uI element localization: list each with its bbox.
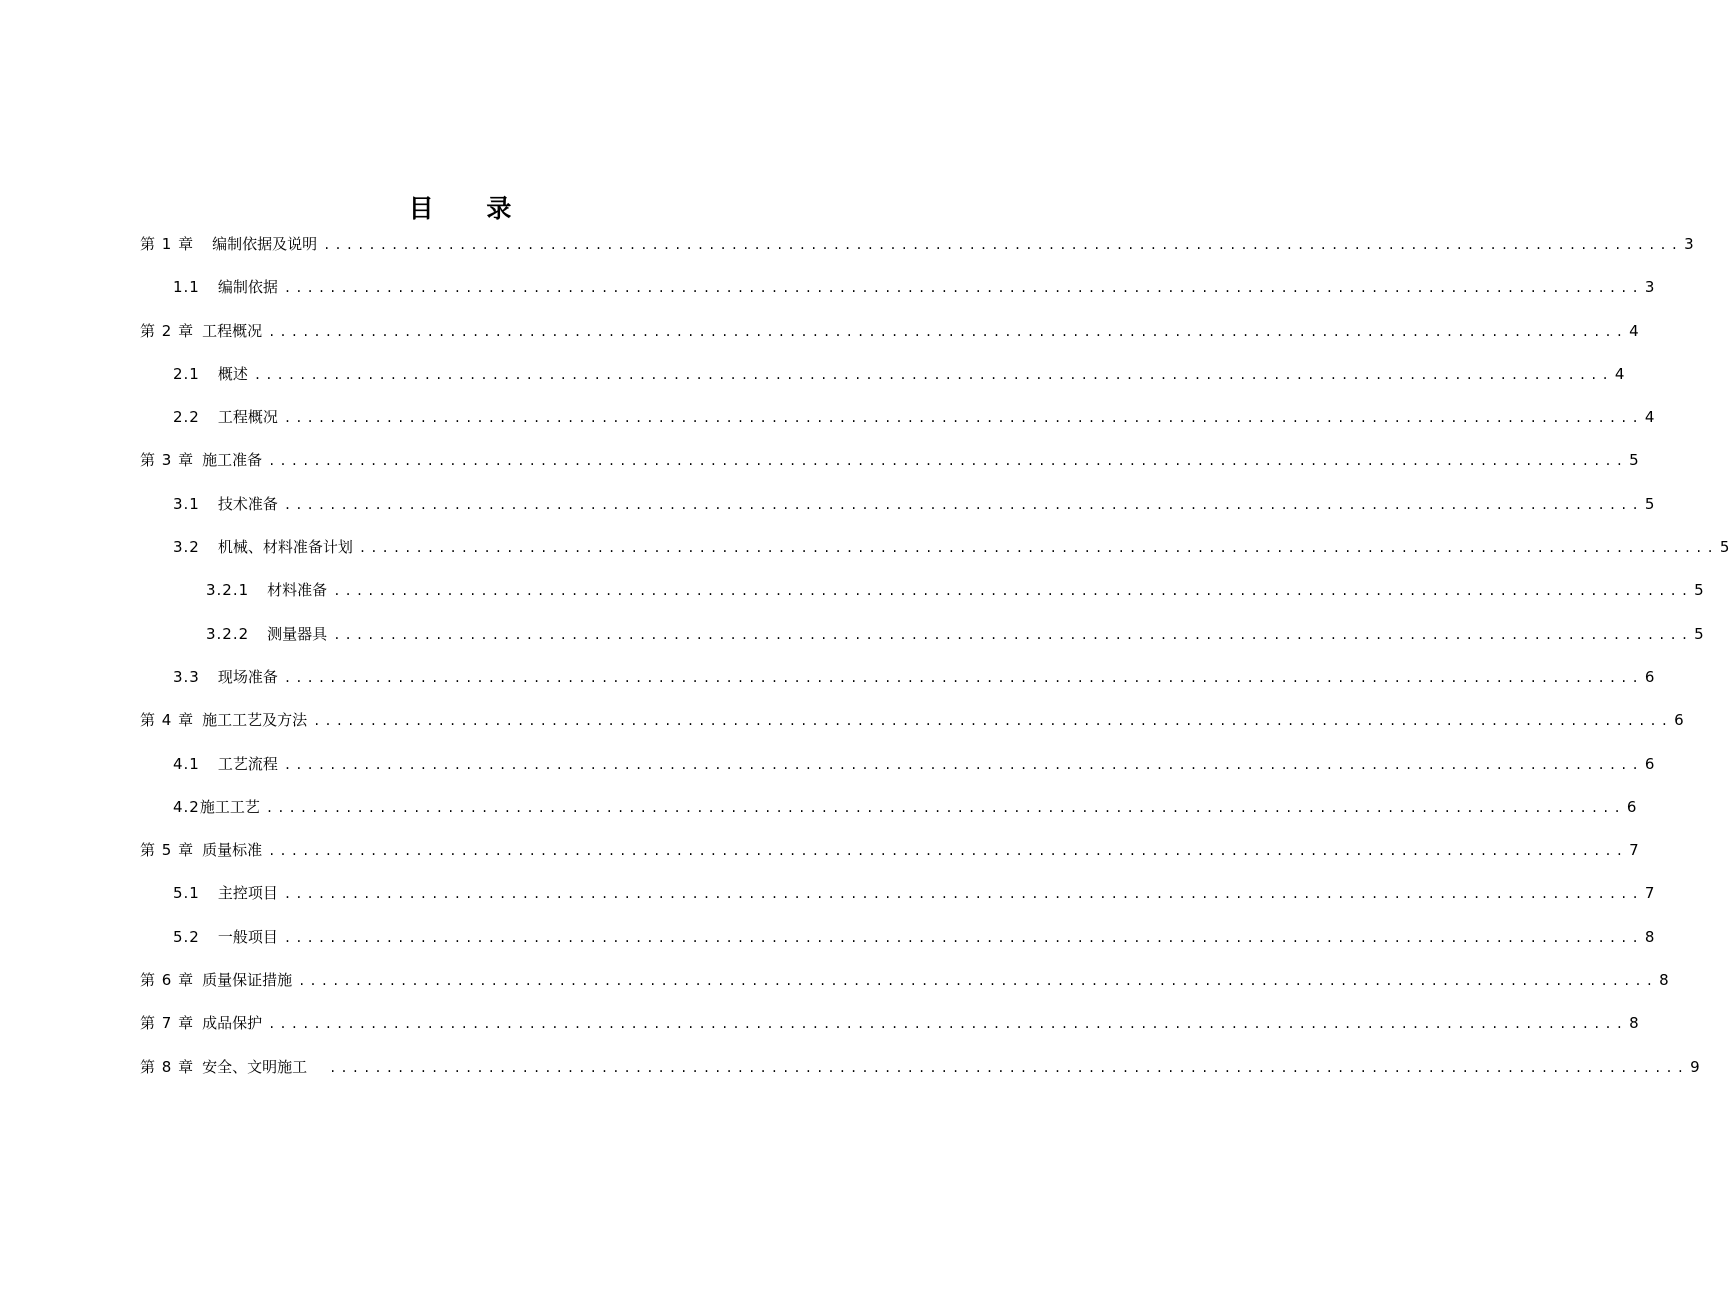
- toc-entry-label: [140, 962, 292, 998]
- table-of-contents: [140, 226, 1729, 1092]
- toc-leader-dots: ........................................................................................................................: [313, 714, 1673, 729]
- toc-leader-dots: ........................................................................................................................: [333, 584, 1693, 599]
- toc-entry-text: 技术准备: [217, 494, 278, 513]
- toc-page-number: 5: [1694, 581, 1704, 600]
- toc-page-number: 4: [1644, 408, 1655, 427]
- toc-entry-label: [173, 269, 278, 305]
- toc-entry-number: 5.1: [173, 884, 200, 903]
- toc-entry-number: 5.2: [173, 927, 200, 946]
- toc-entry-text: 工程概况: [217, 408, 278, 427]
- toc-entry-text: 质量标准: [202, 841, 263, 860]
- toc-entry-section-2-1[interactable]: [140, 356, 1625, 399]
- toc-entry-text: 工艺流程: [217, 754, 278, 773]
- toc-entry-number: 第 1 章: [140, 235, 195, 253]
- toc-entry-section-3-3[interactable]: [140, 659, 1655, 702]
- toc-leader-dots: ........................................................................................................................: [283, 497, 1643, 512]
- toc-entry-label: [173, 746, 278, 782]
- toc-page-number: 5: [1644, 494, 1655, 513]
- toc-entry-number: 4.1: [173, 754, 200, 773]
- toc-entry-text: 编制依据: [217, 278, 278, 297]
- toc-leader-dots: ........................................................................................................................: [268, 844, 1628, 859]
- toc-entry-subsection-3-2-2[interactable]: [140, 616, 1704, 659]
- toc-entry-text: 测量器具: [267, 624, 328, 643]
- toc-entry-text: 成品保护: [202, 1014, 263, 1033]
- toc-entry-label: [173, 919, 278, 955]
- toc-page-number: 4: [1629, 321, 1639, 340]
- toc-entry-section-1-1[interactable]: [140, 269, 1655, 312]
- toc-entry-label: [140, 702, 307, 738]
- toc-entry-label: [206, 572, 327, 608]
- toc-entry-label: [140, 1049, 307, 1085]
- toc-page-number: 7: [1644, 884, 1655, 903]
- toc-leader-dots: ........................................................................................................................: [283, 887, 1643, 902]
- toc-leader-dots: ........................................................................................................................: [268, 454, 1628, 469]
- toc-title: 目 录: [408, 193, 534, 223]
- toc-entry-label: [173, 529, 353, 565]
- toc-entry-number: 第 8 章: [140, 1057, 195, 1076]
- toc-entry-text: 施工工艺: [199, 797, 260, 816]
- toc-leader-dots: ........................................................................................................................: [283, 411, 1643, 426]
- toc-entry-section-2-2[interactable]: [140, 399, 1655, 442]
- toc-entry-section-5-2[interactable]: [140, 919, 1655, 962]
- toc-entry-label: [173, 356, 248, 392]
- toc-entry-label: [140, 832, 262, 868]
- toc-entry-text: 材料准备: [267, 581, 328, 600]
- toc-entry-number: 2.2: [173, 408, 200, 427]
- toc-entry-text: 安全、文明施工: [202, 1057, 308, 1076]
- toc-entry-label: [140, 313, 262, 349]
- toc-page-number: 9: [1690, 1057, 1700, 1076]
- toc-entry-number: 第 2 章: [140, 321, 195, 340]
- toc-entry-number: 第 4 章: [140, 711, 195, 730]
- toc-page-number: 4: [1614, 364, 1625, 383]
- toc-entry-number: 第 7 章: [140, 1014, 195, 1033]
- toc-entry-section-3-1[interactable]: [140, 486, 1655, 529]
- toc-leader-dots: ........................................................................................................................: [265, 800, 1625, 815]
- toc-page-number: 5: [1719, 538, 1729, 557]
- toc-entry-chapter-2[interactable]: [140, 313, 1639, 356]
- toc-entry-number: 第 3 章: [140, 451, 195, 470]
- toc-page-number: 6: [1674, 711, 1684, 730]
- toc-entry-number: 3.1: [173, 494, 200, 513]
- toc-leader-dots: ........................................................................................................................: [358, 541, 1718, 556]
- toc-entry-label: [140, 226, 317, 262]
- toc-leader-dots: ........................................................................................................................: [298, 974, 1658, 989]
- toc-entry-text: 机械、材料准备计划: [217, 538, 353, 557]
- toc-entry-label: [173, 486, 278, 522]
- toc-entry-text: 主控项目: [217, 884, 278, 903]
- toc-entry-text: 工程概况: [202, 321, 263, 340]
- toc-page-number: 5: [1694, 624, 1704, 643]
- toc-entry-number: 2.1: [173, 364, 200, 383]
- toc-entry-chapter-7[interactable]: [140, 1005, 1639, 1048]
- toc-entry-section-3-2[interactable]: [140, 529, 1729, 572]
- toc-page-number: 6: [1626, 797, 1637, 816]
- toc-entry-section-5-1[interactable]: [140, 875, 1655, 918]
- toc-page-number: 5: [1629, 451, 1639, 470]
- toc-leader-dots: ........................................................................................................................: [253, 367, 1613, 382]
- toc-entry-number: 3.3: [173, 667, 200, 686]
- toc-entry-number: 3.2.1: [206, 581, 250, 600]
- toc-page-number: 6: [1644, 667, 1655, 686]
- toc-entry-text: 施工准备: [202, 451, 263, 470]
- toc-entry-number: 第 6 章: [140, 971, 195, 990]
- toc-leader-dots: ........................................................................................................................: [323, 238, 1683, 252]
- toc-entry-number: 3.2: [173, 538, 200, 557]
- toc-entry-text: 质量保证措施: [202, 971, 293, 990]
- toc-leader-dots: ........................................................................................................................: [283, 757, 1643, 772]
- toc-leader-dots: ........................................................................................................................: [329, 1060, 1689, 1075]
- toc-entry-number: 4.2: [173, 797, 200, 816]
- toc-entry-section-4-2[interactable]: [140, 789, 1637, 832]
- toc-entry-label: [173, 399, 278, 435]
- toc-entry-chapter-3[interactable]: [140, 442, 1639, 485]
- toc-entry-label: [173, 875, 278, 911]
- toc-entry-text: 现场准备: [217, 667, 278, 686]
- toc-page-number: 8: [1644, 927, 1655, 946]
- toc-entry-label: [206, 616, 327, 652]
- toc-entry-label: [140, 442, 262, 478]
- toc-leader-dots: ........................................................................................................................: [283, 670, 1643, 685]
- toc-entry-label: [140, 1005, 262, 1041]
- toc-leader-dots: ........................................................................................................................: [283, 281, 1643, 296]
- toc-entry-number: 第 5 章: [140, 841, 195, 860]
- toc-page-number: 3: [1644, 278, 1655, 297]
- toc-entry-label: [173, 659, 278, 695]
- toc-leader-dots: ........................................................................................................................: [283, 930, 1643, 945]
- toc-entry-chapter-4[interactable]: [140, 702, 1684, 745]
- toc-page-number: 6: [1644, 754, 1655, 773]
- toc-entry-text: 概述: [217, 364, 248, 383]
- toc-page-number: 3: [1684, 235, 1694, 253]
- toc-entry-label: [173, 789, 260, 825]
- toc-entry-number: 1.1: [173, 278, 200, 297]
- toc-page-number: 8: [1629, 1014, 1639, 1033]
- toc-leader-dots: ........................................................................................................................: [333, 627, 1693, 642]
- toc-entry-text: 施工工艺及方法: [202, 711, 308, 730]
- toc-entry-section-4-1[interactable]: [140, 746, 1655, 789]
- toc-entry-chapter-1[interactable]: [140, 226, 1694, 269]
- toc-leader-dots: ........................................................................................................................: [268, 1017, 1628, 1032]
- toc-entry-text: 编制依据及说明: [212, 235, 318, 253]
- toc-page-number: 7: [1629, 841, 1639, 860]
- toc-leader-dots: ........................................................................................................................: [268, 324, 1628, 339]
- toc-entry-chapter-5[interactable]: [140, 832, 1639, 875]
- toc-entry-text: 一般项目: [217, 927, 278, 946]
- toc-entry-chapter-8[interactable]: [140, 1049, 1700, 1092]
- toc-page-number: 8: [1659, 971, 1669, 990]
- toc-entry-chapter-6[interactable]: [140, 962, 1669, 1005]
- toc-entry-number: 3.2.2: [206, 624, 250, 643]
- toc-entry-subsection-3-2-1[interactable]: [140, 572, 1704, 615]
